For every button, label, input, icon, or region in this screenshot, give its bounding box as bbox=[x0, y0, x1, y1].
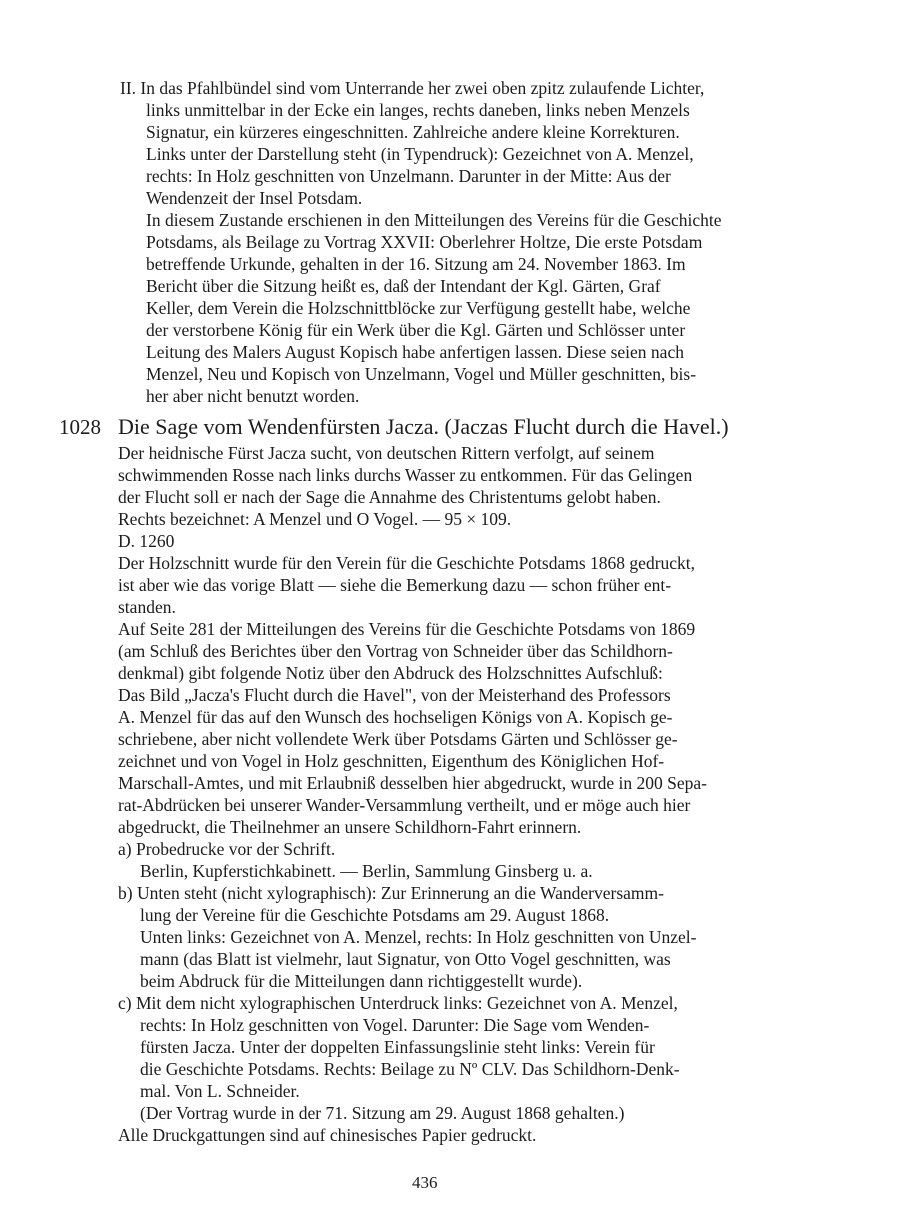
text-line: Bericht über die Sitzung heißt es, daß der Intendant der Kgl. Gärten, Graf bbox=[146, 276, 661, 296]
state-b-line: b) Unten steht (nicht xylographisch): Zur Erinnerung an die Wanderversamm- bbox=[118, 883, 664, 903]
text-line: schriebene, aber nicht vollendete Werk über Potsdams Gärten und Schlösser ge- bbox=[118, 729, 678, 749]
text-line: rat-Abdrücken bei unserer Wander-Versammlung vertheilt, und er möge auch hier bbox=[118, 795, 691, 815]
text-line: (am Schluß des Berichtes über den Vortrag von Schneider über das Schildhorn- bbox=[118, 641, 673, 661]
text-line: Links unter der Darstellung steht (in Typendruck): Gezeichnet von A. Menzel, bbox=[146, 144, 694, 164]
text-line: Leitung des Malers August Kopisch habe anfertigen lassen. Diese seien nach bbox=[146, 342, 684, 362]
text-line: Rechts bezeichnet: A Menzel und O Vogel. — 95 × 109. bbox=[118, 509, 512, 529]
state-b-line: lung der Vereine für die Geschichte Potsdams am 29. August 1868. bbox=[140, 905, 610, 925]
text-line: Der Holzschnitt wurde für den Verein für die Geschichte Potsdams 1868 gedruckt, bbox=[118, 553, 696, 573]
text-line: Wendenzeit der Insel Potsdam. bbox=[146, 188, 363, 208]
state-c-line: die Geschichte Potsdams. Rechts: Beilage zu Nº CLV. Das Schildhorn-Denk- bbox=[140, 1059, 680, 1079]
text-line: der Flucht soll er nach der Sage die Annahme des Christentums gelobt haben. bbox=[118, 487, 661, 507]
text-line: A. Menzel für das auf den Wunsch des hochseligen Königs von A. Kopisch ge- bbox=[118, 707, 673, 727]
state-a-line: a) Probedrucke vor der Schrift. bbox=[118, 839, 336, 859]
text-line: Signatur, ein kürzeres eingeschnitten. Zahlreiche andere kleine Korrekturen. bbox=[146, 122, 680, 142]
state-b-line: mann (das Blatt ist vielmehr, laut Signatur, von Otto Vogel geschnitten, was bbox=[140, 949, 671, 969]
text-line: links unmittelbar in der Ecke ein langes, rechts daneben, links neben Menzels bbox=[146, 100, 690, 120]
page-number: 436 bbox=[412, 1173, 438, 1192]
text-line: zeichnet und von Vogel in Holz geschnitten, Eigenthum des Königlichen Hof- bbox=[118, 751, 665, 771]
text-line: her aber nicht benutzt worden. bbox=[146, 386, 360, 406]
text-line: Das Bild „Jacza's Flucht durch die Havel", von der Meisterhand des Professors bbox=[118, 685, 671, 705]
text-line: der verstorbene König für ein Werk über die Kgl. Gärten und Schlösser unter bbox=[146, 320, 686, 340]
entry-title: Die Sage vom Wendenfürsten Jacza. (Jaczas Flucht durch die Havel.) bbox=[118, 414, 729, 439]
text-line: abgedruckt, die Theilnehmer an unsere Schildhorn-Fahrt erinnern. bbox=[118, 817, 582, 837]
state-b-line: Unten links: Gezeichnet von A. Menzel, rechts: In Holz geschnitten von Unzel- bbox=[140, 927, 697, 947]
text-line: ist aber wie das vorige Blatt — siehe die Bemerkung dazu — schon früher ent- bbox=[118, 575, 672, 595]
text-line: rechts: In Holz geschnitten von Unzelmann. Darunter in der Mitte: Aus der bbox=[146, 166, 671, 186]
text-line: denkmal) gibt folgende Notiz über den Abdruck des Holzschnittes Aufschluß: bbox=[118, 663, 663, 683]
entry-number: 1028 bbox=[59, 415, 101, 439]
text-line: Menzel, Neu und Kopisch von Unzelmann, Vogel und Müller geschnitten, bis- bbox=[146, 364, 697, 384]
catalog-reference: D. 1260 bbox=[118, 531, 175, 551]
text-line: Potsdams, als Beilage zu Vortrag XXVII: Oberlehrer Holtze, Die erste Potsdam bbox=[146, 232, 703, 252]
state-c-line: rechts: In Holz geschnitten von Vogel. Darunter: Die Sage vom Wenden- bbox=[140, 1015, 650, 1035]
state-c-line: mal. Von L. Schneider. bbox=[140, 1081, 300, 1101]
text-line: betreffende Urkunde, gehalten in der 16. Sitzung am 24. November 1863. Im bbox=[146, 254, 686, 274]
text-line: Marschall-Amtes, und mit Erlaubniß desselben hier abgedruckt, wurde in 200 Sepa- bbox=[118, 773, 708, 793]
state-c-line: c) Mit dem nicht xylographischen Unterdruck links: Gezeichnet von A. Menzel, bbox=[118, 993, 678, 1013]
text-line: In diesem Zustande erschienen in den Mitteilungen des Vereins für die Geschichte bbox=[146, 210, 722, 230]
text-line: II. In das Pfahlbündel sind vom Unterrande her zwei oben zpitz zulaufende Lichter, bbox=[120, 78, 705, 98]
state-c-line: fürsten Jacza. Unter der doppelten Einfassungslinie steht links: Verein für bbox=[140, 1037, 655, 1057]
state-a-line: Berlin, Kupferstichkabinett. — Berlin, Sammlung Ginsberg u. a. bbox=[140, 861, 593, 881]
state-b-line: beim Abdruck für die Mitteilungen dann richtiggestellt wurde). bbox=[140, 971, 583, 991]
text-line: Auf Seite 281 der Mitteilungen des Vereins für die Geschichte Potsdams von 1869 bbox=[118, 619, 696, 639]
text-line: Der heidnische Fürst Jacza sucht, von deutschen Rittern verfolgt, auf seinem bbox=[118, 443, 655, 463]
text-line: schwimmenden Rosse nach links durchs Wasser zu entkommen. Für das Gelingen bbox=[118, 465, 693, 485]
text-line: Keller, dem Verein die Holzschnittblöcke zur Verfügung gestellt habe, welche bbox=[146, 298, 691, 318]
state-c-line: (Der Vortrag wurde in der 71. Sitzung am 29. August 1868 gehalten.) bbox=[140, 1103, 625, 1123]
text-line: standen. bbox=[118, 597, 176, 617]
closing-note: Alle Druckgattungen sind auf chinesisches Papier gedruckt. bbox=[118, 1125, 537, 1145]
